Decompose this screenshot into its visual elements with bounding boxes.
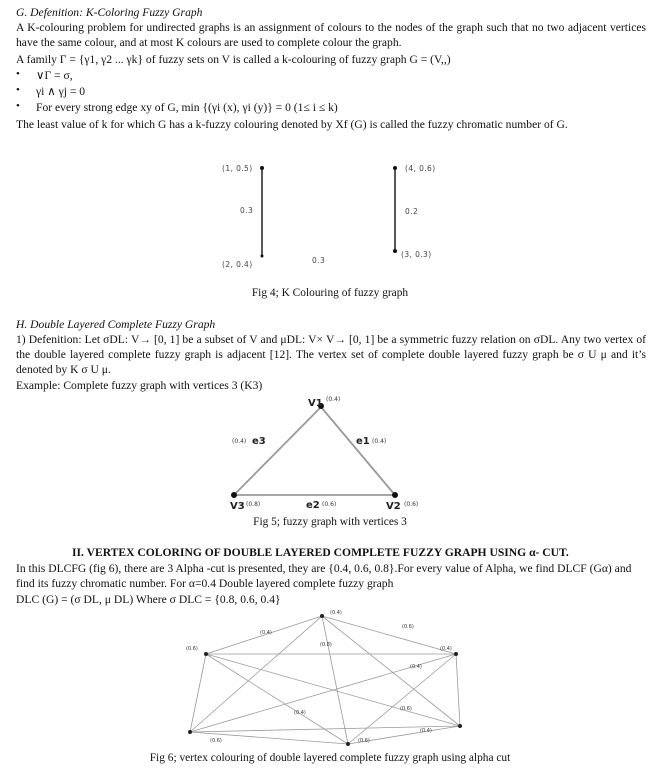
fig6-graph: [170, 606, 490, 750]
fig5-graph: [220, 392, 450, 517]
fig4-label-v1: (1, 0.5): [222, 164, 253, 173]
fig6-edge: [206, 654, 460, 726]
fig6-label: (0.4): [410, 664, 422, 670]
fig5-vertex-v3: [231, 492, 237, 498]
bullet-dot: •: [16, 84, 20, 96]
fig5-label-e2: e2: [306, 500, 320, 511]
section-2-heading: II. VERTEX COLORING OF DOUBLE LAYERED COMPLETE FUZZY GRAPH USING α- CUT.: [72, 546, 569, 559]
fig5-label-v2: V2: [386, 501, 401, 512]
fig5-caption: Fig 5; fuzzy graph with vertices 3: [253, 516, 407, 528]
section-g-para3: The least value of k for which G has a k-fuzzy colouring denoted by Xf (G) is called the fuzzy chromatic number of G.: [16, 118, 568, 131]
fig4-edge-label-right: 0.2: [405, 207, 419, 216]
fig6-edge: [322, 616, 456, 654]
fig6-vertex: [320, 614, 324, 618]
fig5-edge-e3: [234, 407, 321, 495]
bullet-3: For every strong edge xy of G, min {(γi (x), γi (y)} = 0 (1≤ i ≤ k): [36, 101, 338, 114]
fig5-label-v3-val: (0.8): [246, 501, 261, 508]
fig4-vertex-1: [260, 166, 264, 170]
section-g-para2: A family Γ = {γ1, γ2 ... γk} of fuzzy sets on V is called a k-colouring of fuzzy graph G = (V,,): [16, 53, 451, 66]
fig6-label: (0.4): [420, 728, 432, 734]
fig4-vertex-3: [393, 249, 397, 253]
fig5-label-e3: e3: [252, 436, 266, 447]
fig4-label-v4: (4, 0.6): [405, 164, 436, 173]
section-h-heading: H. Double Layered Complete Fuzzy Graph: [16, 318, 216, 331]
fig6-vertex: [204, 652, 208, 656]
fig5-vertex-v2: [392, 492, 398, 498]
fig6-caption: Fig 6; vertex colouring of double layered complete fuzzy graph using alpha cut: [149, 752, 511, 764]
fig5-label-e1: e1: [356, 436, 370, 447]
fig6-label: (0.4): [330, 610, 342, 616]
fig6-vertex: [188, 730, 192, 734]
fig4-label-v2: (2, 0.4): [222, 260, 253, 269]
section-g-heading: G. Defenition: K-Coloring Fuzzy Graph: [16, 6, 203, 19]
fig6-label: (0.4): [440, 646, 452, 652]
fig4-label-v3: (3, 0.3): [401, 250, 432, 259]
fig6-edge: [456, 654, 460, 726]
bullet-dot: •: [16, 100, 20, 112]
fig5-label-v1: V1: [308, 398, 323, 409]
section-h-example: Example: Complete fuzzy graph with vertices 3 (K3): [16, 379, 263, 392]
fig4-edge-label-left: 0.3: [240, 206, 254, 215]
fig4-vertex-2: [261, 255, 264, 258]
bullet-2: γi ∧ γj = 0: [36, 85, 86, 98]
section-2-para1: In this DLCFG (fig 6), there are 3 Alpha -cut is presented, they are {0.4, 0.6, 0.8}.For every value of Alpha, we find DLCF (Gα) and find its fuzzy chromatic number. For α=0.4 Double layered complete fuzzy graph: [16, 562, 632, 591]
fig5-edge-e1: [321, 407, 395, 495]
fig4-graph: [200, 155, 460, 275]
fig6-label: (0.8): [320, 642, 332, 648]
fig4-vertex-4: [393, 166, 397, 170]
bullet-dot: •: [16, 68, 20, 80]
fig5-label-v2-val: (0.6): [404, 501, 419, 508]
fig5-label-e2-val: (0.6): [322, 501, 337, 508]
fig5-label-e1-val: (0.4): [372, 438, 387, 445]
fig6-label: (0.6): [210, 738, 222, 744]
fig6-vertex: [458, 724, 462, 728]
fig4-edge-label-bottom: 0.3: [312, 256, 326, 265]
section-g-para1: A K-colouring problem for undirected graphs is an assignment of colours to the nodes of the graph such that no two adjacent vertices have the same colour, and at most K colours are used to complete colour the graph.: [16, 21, 646, 50]
bullet-1: ∨Γ = σ,: [36, 69, 73, 82]
fig6-label: (0.6): [358, 738, 370, 744]
fig6-vertex: [454, 652, 458, 656]
fig6-edge: [322, 616, 348, 744]
fig6-label: (0.4): [260, 630, 272, 636]
fig6-label: (0.6): [186, 646, 198, 652]
fig6-label: (0.4): [294, 710, 306, 716]
fig4-caption: Fig 4; K Colouring of fuzzy graph: [251, 287, 409, 299]
fig5-label-e3-val: (0.4): [232, 438, 247, 445]
section-2-para2: DLC (G) = (σ DL, μ DL) Where σ DLC = {0.8, 0.6, 0.4}: [16, 593, 281, 606]
section-h-definition: 1) Defenition: Let σDL: V→ [0, 1] be a subset of V and μDL: V× V→ [0, 1] be a symmetric fuzzy relation on σDL. Any two vertex of the double layered complete fuzzy graph is adjacent [12]. The vertex set of complete double layered fuzzy graph be σ U μ and it’s denoted by K σ U μ.: [16, 333, 646, 377]
fig6-label: (0.6): [402, 624, 414, 630]
fig5-label-v3: V3: [230, 501, 245, 512]
fig5-label-v1-val: (0.4): [326, 396, 341, 403]
fig6-label: (0.6): [400, 706, 412, 712]
fig6-vertex: [346, 742, 350, 746]
fig6-edge: [322, 616, 460, 726]
